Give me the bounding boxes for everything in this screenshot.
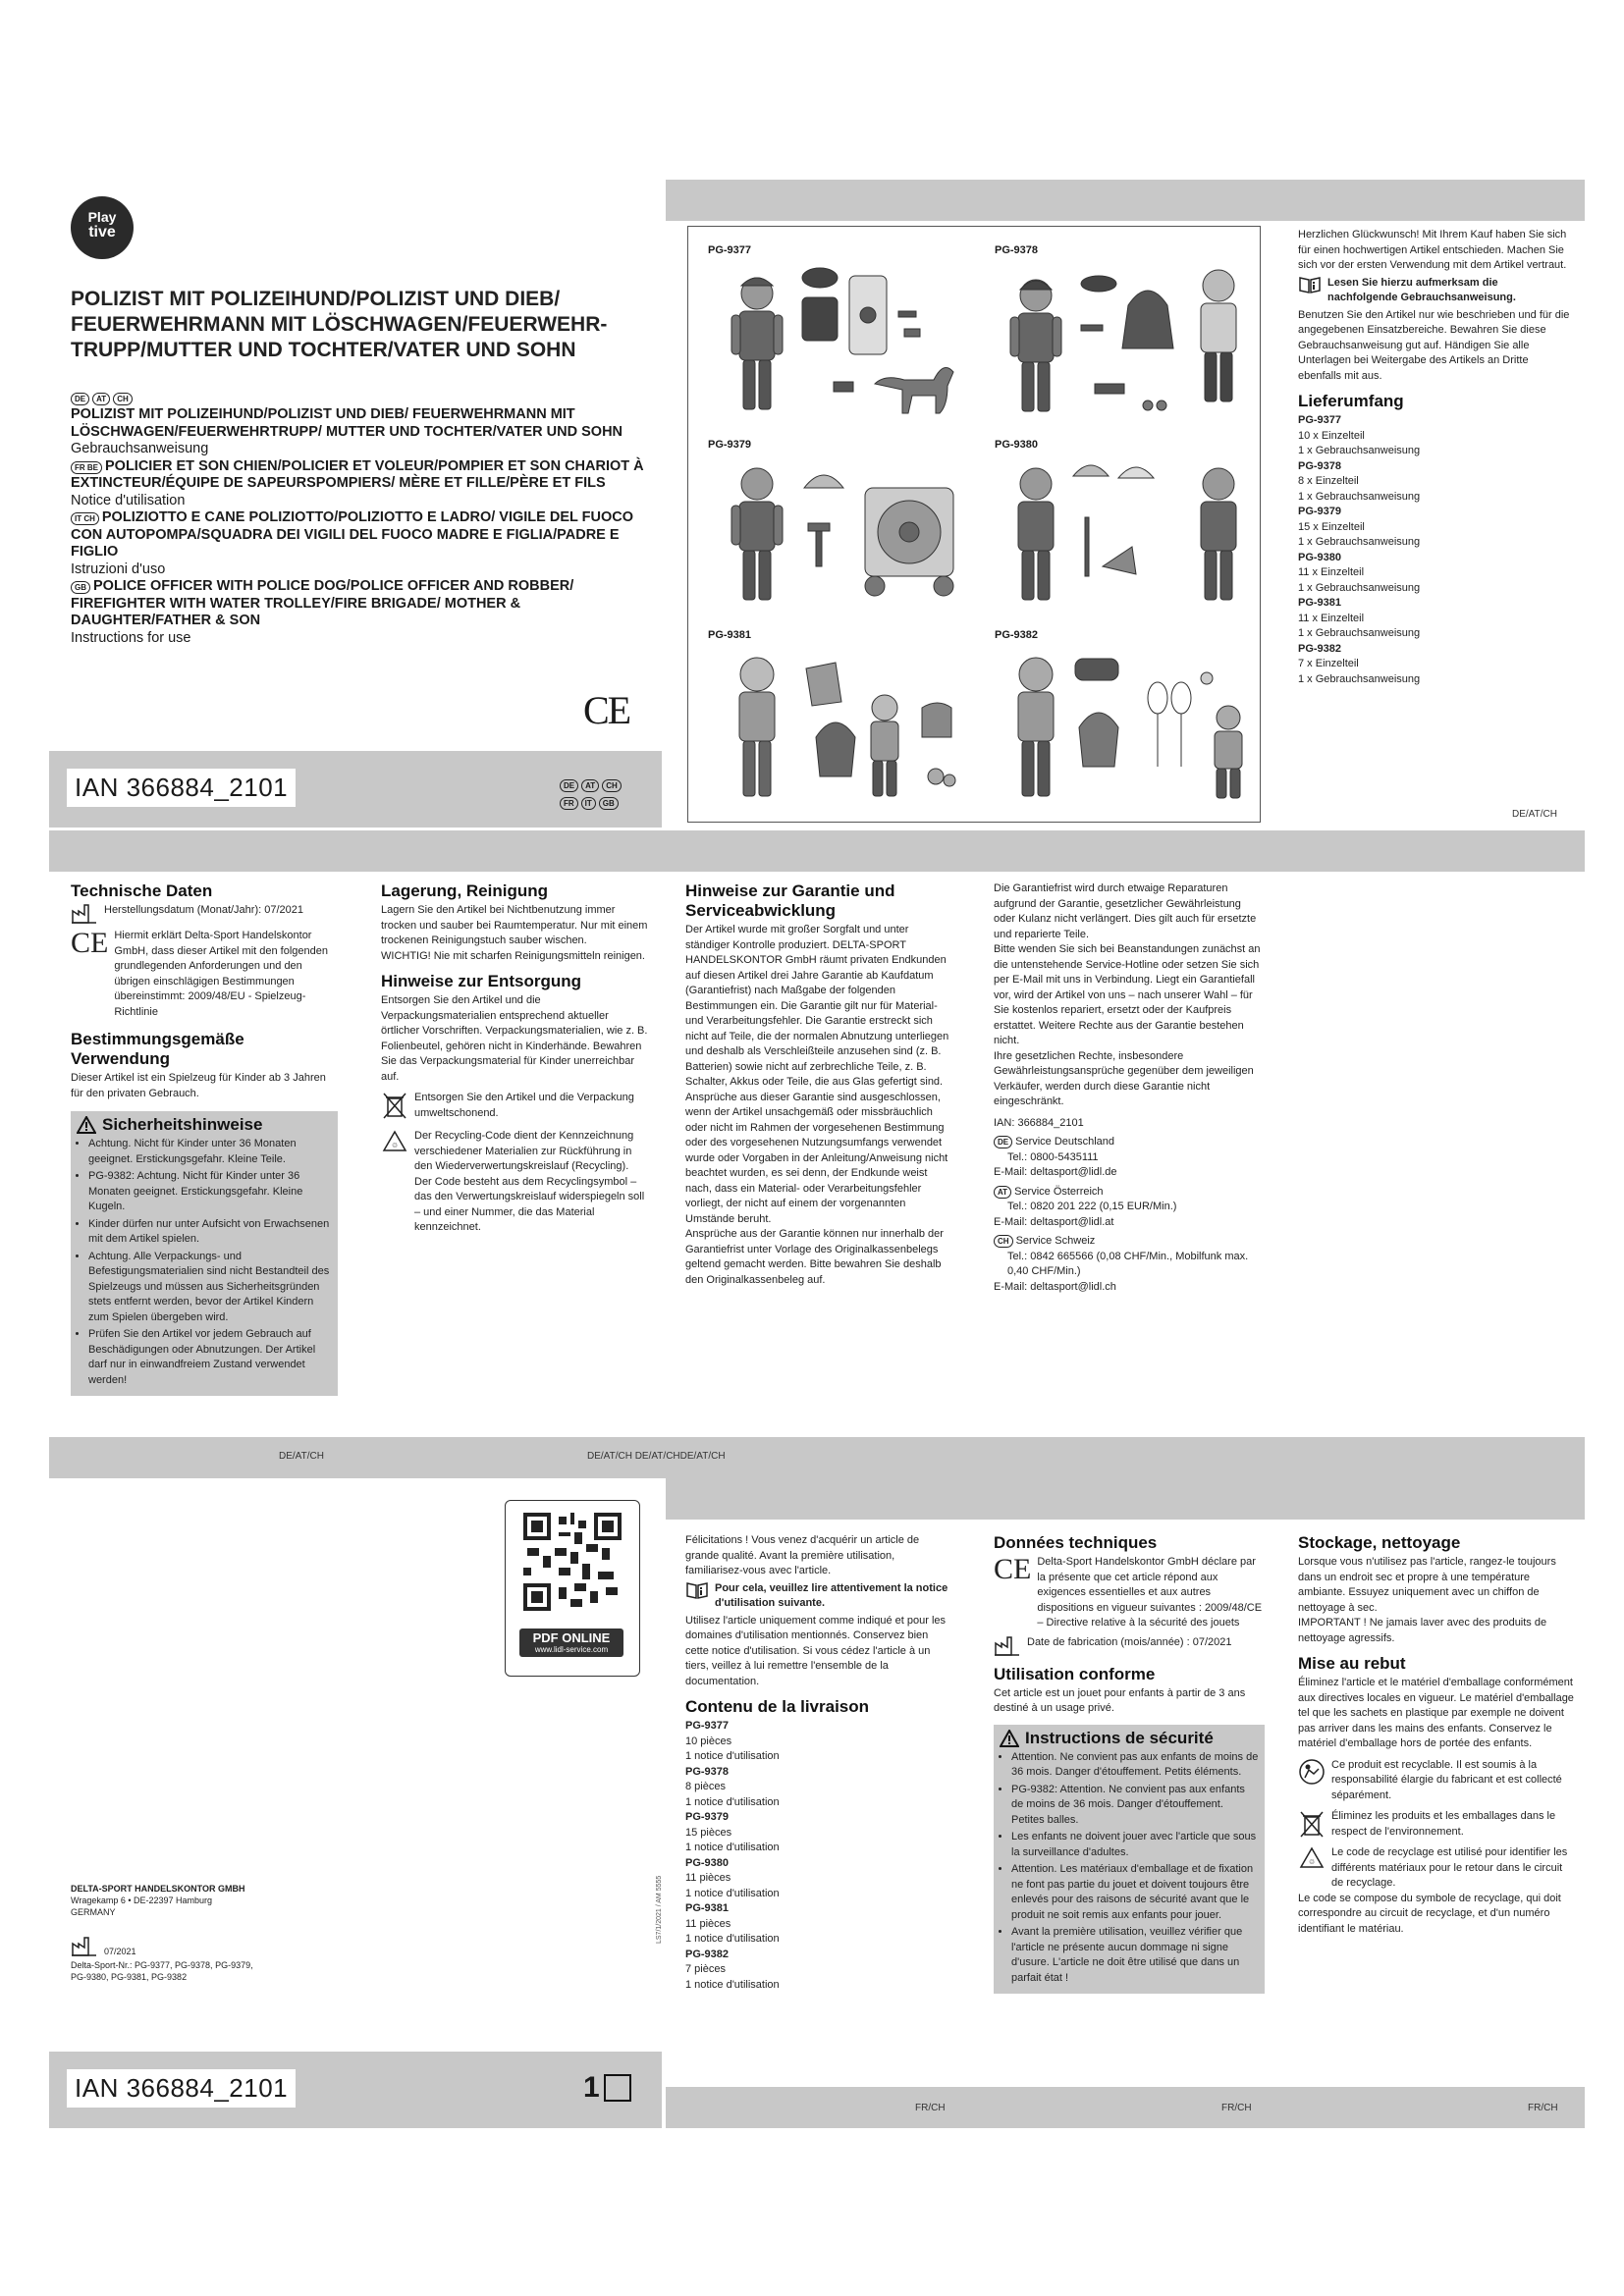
company-name: DELTA-SPORT HANDELSKONTOR GMBH: [71, 1884, 245, 1894]
fr-congrats: Félicitations ! Vous venez d'acquérir un article de grande qualité. Avant la première utilisation, familiarisez-vous avec l'article.: [685, 1534, 920, 1576]
safety-item: • Achtung. Alle Verpackungs- und Befestigungsmaterialien sind nicht Bestandteil des Spielzeugs und müssen aus Sicherheitsgründen stets entfernt werden, bevor der Artikel Kindern zum Spielen übergeben wird.: [88, 1250, 332, 1326]
fr-mfg-date: [994, 1635, 1265, 1657]
use-text: Dieser Artikel ist ein Spielzeug für Kinder ab 3 Jahren für den privaten Gebrauch.: [71, 1072, 326, 1099]
safety-item: • PG-9382: Attention. Ne convient pas aux enfants de moins de 36 mois. Danger d'étouffement. Petites balles.: [1011, 1783, 1259, 1829]
playtive-logo: [71, 196, 134, 259]
cover-title: POLIZIST MIT POLIZEIHUND/POLIZIST UND DIEB/ FEUERWEHRMANN MIT LÖSCHWAGEN/FEUERWEHR-TRUPP/MUTTER UND TOCHTER/VATER UND SOHN: [71, 288, 608, 361]
safety-item: • Kinder dürfen nur unter Aufsicht von Erwachsenen mit dem Artikel spielen.: [88, 1217, 332, 1248]
flag-fr-be: FR BE: [71, 461, 102, 474]
fr-recyclable-text: Ce produit est recyclable. Il est soumis à la responsabilité élargie du fabricant et est collecté séparément.: [1331, 1758, 1562, 1801]
scope-line: 1 x Gebrauchsanweisung: [1298, 627, 1421, 639]
side-code: LS7/1/2021 / AM 5555: [656, 1875, 663, 1944]
fr-tech-title: Données techniques: [994, 1533, 1158, 1552]
use-title: Bestimmungsgemäße Verwendung: [71, 1030, 244, 1068]
tech-title: Technische Daten: [71, 881, 213, 900]
scope-line: 1 x Gebrauchsanweisung: [1298, 445, 1421, 456]
safety-item: • Prüfen Sie den Artikel vor jedem Gebrauch auf Beschädigungen oder Abnutzungen. Der Artikel darf nur in einwandfreiem Zustand verwendet werden!: [88, 1327, 332, 1388]
cover-block-de: [71, 406, 660, 458]
warranty-text: Bitte wenden Sie sich bei Beanstandungen zunächst an die untenstehende Service-Hotline oder setzen Sie sich per E-Mail mit uns in Verbindung. Liegt ein Garantiefall vor, wird der Artikel von uns – nach unserer Wahl – für Sie kostenlos repariert, ersetzt oder der Kaufpreis erstattet. Weitere Rechte aus der Garantie bestehen nicht.: [994, 943, 1261, 1046]
service-mail: E-Mail: deltasport@lidl.ch: [994, 1280, 1116, 1293]
company-address-line: Wragekamp 6 • DE-22397 Hamburg: [71, 1896, 213, 1905]
svg-text:♲: ♲: [391, 1143, 399, 1149]
company-address: [71, 1883, 365, 1983]
fr-storage-title: Stockage, nettoyage: [1298, 1533, 1461, 1552]
mfg-date: [71, 903, 338, 925]
cover-language-blocks: [71, 406, 660, 647]
factory-icon: [994, 1635, 1021, 1657]
flag-de: DE: [560, 779, 578, 792]
product-image-pg9381: [718, 639, 973, 816]
service-name: Service Deutschland: [1015, 1136, 1115, 1148]
middle-top-band: [49, 830, 1585, 872]
scope-line: 1 notice d'utilisation: [685, 1842, 780, 1853]
de-col2: [381, 881, 648, 1236]
service-de: [994, 1135, 1265, 1181]
page-number: [583, 2071, 631, 2105]
de-congrats: Herzlichen Glückwunsch! Mit Ihrem Kauf haben Sie sich für einen hochwertigen Artikel entschieden. Machen Sie sich vor der ersten Verwendung mit dem Artikel vertraut.: [1298, 229, 1567, 271]
de-col4: [994, 881, 1265, 1295]
cover-block-sub: Instructions for use: [71, 629, 191, 646]
de-read-note-text: Lesen Sie hierzu aufmerksam die nachfolgende Gebrauchsanweisung.: [1327, 276, 1516, 303]
de-safety-box: [71, 1111, 338, 1396]
scope-line: 8 x Einzelteil: [1298, 475, 1359, 487]
de-intro-column: [1298, 228, 1571, 687]
service-mail: E-Mail: deltasport@lidl.de: [994, 1166, 1117, 1178]
back-date: [71, 1936, 365, 1957]
company-address-line: GERMANY: [71, 1907, 116, 1917]
cover-block-gb: [71, 578, 660, 647]
scope-line: 1 x Gebrauchsanweisung: [1298, 581, 1421, 594]
scope-code: PG-9378: [685, 1765, 730, 1778]
ian-line: IAN: 366884_2101: [994, 1116, 1084, 1129]
fr-bottom-band: [666, 2087, 1585, 2128]
top-right-band: [666, 180, 1585, 221]
logo-text-2: tive: [88, 224, 116, 240]
cover-ian: IAN 366884_2101: [67, 769, 296, 807]
scope-line: 11 x Einzelteil: [1298, 612, 1365, 624]
pdf-online-url: www.lidl-service.com: [534, 1645, 609, 1654]
flag-at: AT: [92, 393, 110, 405]
item-numbers: Delta-Sport-Nr.: PG-9377, PG-9378, PG-9379, PG-9380, PG-9381, PG-9382: [71, 1960, 253, 1982]
fr-storage-warning: IMPORTANT ! Ne jamais laver avec des produits de nettoyage agressifs.: [1298, 1617, 1547, 1644]
recycle-text: Der Recycling-Code dient der Kennzeichnung verschiedener Materialien zur Rückführung in den Wiederverwertungskreislauf (Recycling). Der Code besteht aus dem Recyclingsymbol – das den Verwertungskreislauf widerspiegeln soll – und einer Nummer, die das Material kennzeichnet.: [414, 1130, 645, 1233]
scope-line: 7 pièces: [685, 1963, 726, 1975]
square-icon: [604, 2074, 631, 2102]
fr-bin-text: Éliminez les produits et les emballages dans le respect de l'environnement.: [1331, 1810, 1556, 1838]
fr-bin-note: [1298, 1809, 1575, 1840]
back-date-text: 07/2021: [104, 1947, 136, 1956]
pdf-online-title: PDF ONLINE: [532, 1630, 611, 1645]
scope-line: 15 pièces: [685, 1826, 732, 1839]
ce-text: Hiermit erklärt Delta-Sport Handelskontor GmbH, dass dieser Artikel mit den folgenden grundlegenden Anforderungen und den übrigen einschlägigen Bestimmungen übereinstimmt: 2009/48/EU - Spielzeug-Richtlinie: [114, 930, 329, 1018]
scope-line: 11 x Einzelteil: [1298, 566, 1365, 578]
scope-line: 7 x Einzelteil: [1298, 658, 1359, 669]
cover-block-sub: Notice d'utilisation: [71, 492, 186, 508]
fr-read-note-text: Pour cela, veuillez lire attentivement la notice d'utilisation suivante.: [715, 1581, 948, 1609]
scope-line: 11 pièces: [685, 1917, 731, 1930]
bin-note: [381, 1091, 648, 1121]
band-label: DE/AT/CH: [279, 1451, 324, 1462]
fr-use-title: Utilisation conforme: [994, 1664, 1156, 1683]
scope-code: PG-9381: [1298, 597, 1342, 609]
product-overview: [687, 226, 1261, 823]
service-tel: Tel.: 0800-5435111: [1007, 1150, 1099, 1163]
scope-code: PG-9379: [1298, 506, 1342, 517]
recycling-icon: [381, 1129, 408, 1156]
storage-warning: WICHTIG! Nie mit scharfen Reinigungsmitteln reinigen.: [381, 949, 645, 962]
product-image-pg9378: [1001, 256, 1256, 433]
product-code: PG-9380: [995, 439, 1039, 451]
svg-text:♲: ♲: [1308, 1859, 1316, 1866]
scope-code: PG-9380: [685, 1856, 730, 1869]
pdf-online-label: [519, 1629, 623, 1657]
de-scope-list: [1298, 413, 1571, 687]
de-col1: [71, 881, 338, 1396]
safety-item: • Attention. Ne convient pas aux enfants de moins de 36 mois. Danger d'étouffement. Petits éléments.: [1011, 1750, 1259, 1781]
scope-line: 10 x Einzelteil: [1298, 429, 1365, 442]
cover-block-sub: Istruzioni d'uso: [71, 561, 166, 577]
warning-icon: [1000, 1730, 1019, 1747]
warranty-text: Die Garantiefrist wird durch etwaige Reparaturen aufgrund der Garantie, gesetzlicher Gewährleistung oder Kulanz nicht verlängert. Dies gilt auch für ersetzte und reparierte Teile.: [994, 882, 1257, 940]
cover-flags-de: [71, 389, 135, 406]
warranty-title: Hinweise zur Garantie und Serviceabwicklung: [685, 881, 895, 920]
flag-it: IT: [581, 797, 596, 810]
logo-text-1: Play: [87, 209, 117, 225]
de-intro-body: Benutzen Sie den Artikel nur wie beschrieben und für die angegebenen Einsatzbereiche. Bewahren Sie diese Gebrauchsanweisung gut auf. Händigen Sie alle Unterlagen bei Weitergabe des Artikels an Dritte ebenfalls mit aus.: [1298, 308, 1570, 382]
cover-block-title: GB POLICE OFFICER WITH POLICE DOG/POLICE OFFICER AND ROBBER/ FIREFIGHTER WITH WATER TROLLEY/FIRE BRIGADE/ MOTHER & DAUGHTER/FATHER & SON: [71, 578, 574, 628]
product-code: PG-9379: [708, 439, 752, 451]
fr-disposal-text: Éliminez l'article et le matériel d'emballage conformément aux directives locales en vigueur. Le matériel d'emballage tel que les sachets en plastique par exemple ne doivent pas arriver dans les mains des enfants. Conservez le matériel d'emballage hors de portée des enfants.: [1298, 1677, 1574, 1749]
scope-line: 8 pièces: [685, 1781, 726, 1792]
book-icon: [1298, 276, 1322, 294]
service-ch: [994, 1234, 1265, 1295]
warranty-text: Ansprüche aus dieser Garantie sind ausgeschlossen, wenn der Artikel unsachgemäß oder missbräuchlich oder nicht im Rahmen der vorgesehenen Bestimmung oder des vorgesehenen Nutzungsumfangs verwendet wurde oder Vorgaben in der Anleitung/Anweisung nicht beachtet wurden, es sei denn, der Endkunde weist nach, dass ein Material- oder Verarbeitungsfehler vorliegt, der nicht auf einem der vorgenannten Umstände beruht.: [685, 1091, 948, 1225]
service-at: [994, 1185, 1265, 1231]
service-tel: Tel.: 0820 201 222 (0,15 EUR/Min.): [1007, 1201, 1177, 1212]
safety-title: Sicherheitshinweise: [77, 1115, 332, 1135]
cover-block-it: [71, 509, 660, 578]
fr-scope-list: [685, 1719, 950, 1993]
fr-safety-title: Instructions de sécurité: [1000, 1729, 1259, 1748]
cover-block-title: POLIZIST MIT POLIZEIHUND/POLIZIST UND DIEB/ FEUERWEHRMANN MIT LÖSCHWAGEN/FEUERWEHRTRUPP/ MUTTER UND TOCHTER/VATER UND SOHN: [71, 406, 623, 440]
warranty-text: Ansprüche aus der Garantie können nur innerhalb der Garantiefrist unter Vorlage des Originalkassenbelegs geltend gemacht werden. Bitte bewahren Sie deshalb den Originalkassenbeleg auf.: [685, 1228, 944, 1286]
flag-gb: GB: [599, 797, 619, 810]
mfg-date-text: Herstellungsdatum (Monat/Jahr): 07/2021: [104, 904, 303, 916]
storage-text: Lagern Sie den Artikel bei Nichtbenutzung immer trocken und sauber bei Raumtemperatur. Nur mit einem trockenen Reinigungstuch sauber wischen.: [381, 904, 648, 946]
fr-col2: [994, 1533, 1265, 1994]
product-image-pg9377: [718, 256, 973, 433]
fr-storage-text: Lorsque vous n'utilisez pas l'article, rangez-le toujours dans un endroit sec et propre à une température ambiante. Essuyez uniquement avec un chiffon de nettoyage à sec.: [1298, 1556, 1556, 1614]
back-ian: IAN 366884_2101: [67, 2069, 296, 2108]
flag-it-ch: IT CH: [71, 512, 99, 525]
fr-read-note: [685, 1581, 950, 1612]
product-image-pg9380: [1001, 449, 1256, 625]
crossed-bin-icon: [1298, 1809, 1326, 1839]
flag-ch: CH: [113, 393, 133, 405]
flag-ch: CH: [994, 1235, 1013, 1248]
fr-use-text: Cet article est un jouet pour enfants à partir de 3 ans destiné à un usage privé.: [994, 1686, 1246, 1714]
disposal-title: Hinweise zur Entsorgung: [381, 972, 582, 990]
scope-code: PG-9382: [1298, 642, 1342, 655]
scope-line: 1 x Gebrauchsanweisung: [1298, 536, 1421, 548]
de-read-note: [1298, 276, 1571, 306]
crossed-bin-icon: [381, 1091, 408, 1120]
product-image-pg9382: [1001, 639, 1256, 816]
flag-gb: GB: [71, 581, 90, 594]
safety-item: • Avant la première utilisation, veuillez vérifier que l'article ne présente aucun dommage ni signe d'usure. L'article ne doit être utilisé que dans un parfait état !: [1011, 1925, 1259, 1986]
fr-disposal-title: Mise au rebut: [1298, 1654, 1406, 1673]
fr-intro-body: Utilisez l'article uniquement comme indiqué et pour les domaines d'utilisation mentionnés. Conservez bien cette notice d'utilisation. Si vous cédez l'article à un tiers, veillez à lui remettre l'ensemble de la documentation.: [685, 1614, 947, 1687]
ce-icon: CE: [994, 1553, 1032, 1585]
factory-icon: [71, 903, 98, 925]
product-image-pg9379: [718, 449, 973, 625]
safety-item: • Les enfants ne doivent jouer avec l'article que sous la surveillance d'adultes.: [1011, 1830, 1259, 1860]
fr-recycle-text: Le code de recyclage est utilisé pour identifier les différents matériaux pour le retour dans le circuit de recyclage.: [1331, 1846, 1568, 1889]
ce-declaration: [71, 929, 338, 1020]
disposal-text: Entsorgen Sie den Artikel und die Verpackungsmaterialien entsprechend aktueller örtlicher Vorschriften. Verpackungsmaterialien, wie z. B. Folienbeutel, gehören nicht in Kinderhände. Bewahren Sie das Verpackungsmaterial für Kinder unerreichbar auf.: [381, 994, 648, 1083]
scope-code: PG-9381: [685, 1902, 730, 1914]
scope-code: PG-9379: [685, 1811, 730, 1823]
book-icon: [685, 1581, 709, 1599]
bin-text: Entsorgen Sie den Artikel und die Verpackung umweltschonend.: [414, 1092, 634, 1119]
ce-mark: CE: [583, 688, 630, 732]
product-code: PG-9382: [995, 629, 1039, 641]
cover-block-sub: Gebrauchsanweisung: [71, 441, 209, 456]
storage-title: Lagerung, Reinigung: [381, 881, 548, 900]
scope-line: 1 x Gebrauchsanweisung: [1298, 490, 1421, 503]
warranty-text: Ihre gesetzlichen Rechte, insbesondere Gewährleistungsansprüche gegenüber dem jeweiligen Verkäufer, werden durch diese Garantie nicht eingeschränkt.: [994, 1049, 1254, 1107]
scope-line: 1 x Gebrauchsanweisung: [1298, 672, 1421, 685]
fr-ce-text: Delta-Sport Handelskontor GmbH déclare par la présente que cet article répond aux exigences essentielles et aux autres dispositions en vigueur suivantes : 2009/48/CE – Directive relative à la sécurité des jouets: [1037, 1556, 1263, 1629]
band-label: FR/CH: [915, 2103, 946, 2113]
scope-line: 1 notice d'utilisation: [685, 1933, 780, 1945]
band-label: FR/CH: [1528, 2103, 1558, 2113]
flag-de: DE: [71, 393, 89, 405]
service-name: Service Schweiz: [1015, 1235, 1096, 1247]
fr-top-band: [666, 1478, 1585, 1520]
safety-item: • PG-9382: Achtung. Nicht für Kinder unter 36 Monaten geeignet. Erstickungsgefahr. Kleine Kugeln.: [88, 1169, 332, 1215]
cover-flag-grid: [560, 775, 642, 811]
service-name: Service Österreich: [1014, 1185, 1104, 1198]
factory-icon: [71, 1936, 98, 1957]
product-code: PG-9377: [708, 244, 752, 256]
scope-line: 1 notice d'utilisation: [685, 1795, 780, 1808]
cover-block-title: IT CH POLIZIOTTO E CANE POLIZIOTTO/POLIZIOTTO E LADRO/ VIGILE DEL FUOCO CON AUTOPOMPA/SQUADRA DEI VIGILI DEL FUOCO MADRE E FIGLIA/PADRE E FIGLIO: [71, 509, 633, 560]
band-label: DE/AT/CH DE/AT/CHDE/AT/CH: [587, 1451, 726, 1462]
cover-block-fr: [71, 458, 660, 510]
qr-code-icon: [523, 1513, 622, 1611]
scope-code: PG-9382: [685, 1948, 730, 1960]
scope-line: 11 pièces: [685, 1872, 731, 1884]
warranty-text: Der Artikel wurde mit großer Sorgfalt und unter ständiger Kontrolle produziert. DELTA-SPORT HANDELSKONTOR GmbH räumt privaten Endkunden auf diesen Artikel drei Jahre Garantie ab Kaufdatum (Garantiefrist) nach Maßgabe der folgenden Bestimmungen ein. Die Garantie gilt nur für Material- und Verarbeitungsfehler. Die Garantie erstreckt sich nicht auf Teile, die der normalen Abnutzung unterliegen und deshalb als Verschleißteile anzusehen sind (z. B. Batterien) sowie nicht auf zerbrechliche Teile, z. B. Schalter, Akkus oder Teile, die aus Glas gefertigt sind.: [685, 924, 949, 1088]
fr-safety-list: [1000, 1750, 1259, 1987]
recycling-icon: [1298, 1845, 1326, 1873]
scope-code: PG-9377: [685, 1720, 730, 1732]
scope-line: 10 pièces: [685, 1735, 732, 1747]
flag-de: DE: [994, 1136, 1012, 1148]
cover-block-title: FR BE POLICIER ET SON CHIEN/POLICIER ET VOLEUR/POMPIER ET SON CHARIOT À EXTINCTEUR/ÉQUIPE DE SAPEURSPOMPIERS/ MÈRE ET FILLE/PÈRE ET FILS: [71, 457, 644, 491]
flag-at: AT: [994, 1186, 1011, 1199]
triman-icon: [1298, 1758, 1326, 1786]
scope-code: PG-9377: [1298, 414, 1342, 426]
ce-icon: CE: [71, 927, 109, 959]
band-label: FR/CH: [1221, 2103, 1252, 2113]
product-code: PG-9381: [708, 629, 752, 641]
scope-line: 1 notice d'utilisation: [685, 1750, 780, 1762]
fr-safety-box: [994, 1725, 1265, 1995]
scope-line: 1 notice d'utilisation: [685, 1887, 780, 1899]
scope-code: PG-9380: [1298, 551, 1342, 563]
page-number-text: 1: [583, 2071, 600, 2104]
scope-code: PG-9378: [1298, 459, 1342, 472]
safety-list: [77, 1137, 332, 1388]
product-code: PG-9378: [995, 244, 1039, 256]
de-scope-title: Lieferumfang: [1298, 392, 1404, 410]
safety-item: • Attention. Les matériaux d'emballage et de fixation ne font pas partie du jouet et doivent toujours être enlevés pour des raisons de sécurité avant que le produit ne soit remis aux enfants pour jouer.: [1011, 1862, 1259, 1923]
de-col3: [685, 881, 954, 1288]
recycle-note: [381, 1129, 648, 1236]
service-mail: E-Mail: deltasport@lidl.at: [994, 1215, 1114, 1228]
flag-at: AT: [581, 779, 599, 792]
scope-line: 15 x Einzelteil: [1298, 520, 1365, 533]
fr-col1: [685, 1533, 950, 1993]
fr-recycle-note: [1298, 1845, 1575, 1892]
warning-icon: [77, 1116, 96, 1134]
service-tel: Tel.: 0842 665566 (0,08 CHF/Min., Mobilfunk max. 0,40 CHF/Min.): [1007, 1250, 1249, 1277]
scope-line: 1 notice d'utilisation: [685, 1978, 780, 1991]
fr-col3: [1298, 1533, 1575, 1937]
flag-fr: FR: [560, 797, 578, 810]
flag-ch: CH: [602, 779, 622, 792]
fr-ce-declaration: [994, 1555, 1265, 1631]
fr-mfg-date-text: Date de fabrication (mois/année) : 07/2021: [1027, 1635, 1232, 1648]
fr-recyclable-note: [1298, 1758, 1575, 1804]
qr-code: [505, 1500, 640, 1677]
fr-recycle-text-2: Le code se compose du symbole de recyclage, qui doit correspondre au circuit de recyclage, et d'un numéro identifiant le matériau.: [1298, 1892, 1561, 1935]
safety-item: • Achtung. Nicht für Kinder unter 36 Monaten geeignet. Erstickungsgefahr. Kleine Teile.: [88, 1137, 332, 1167]
fr-scope-title: Contenu de la livraison: [685, 1697, 870, 1716]
band-label: DE/AT/CH: [1512, 809, 1557, 820]
